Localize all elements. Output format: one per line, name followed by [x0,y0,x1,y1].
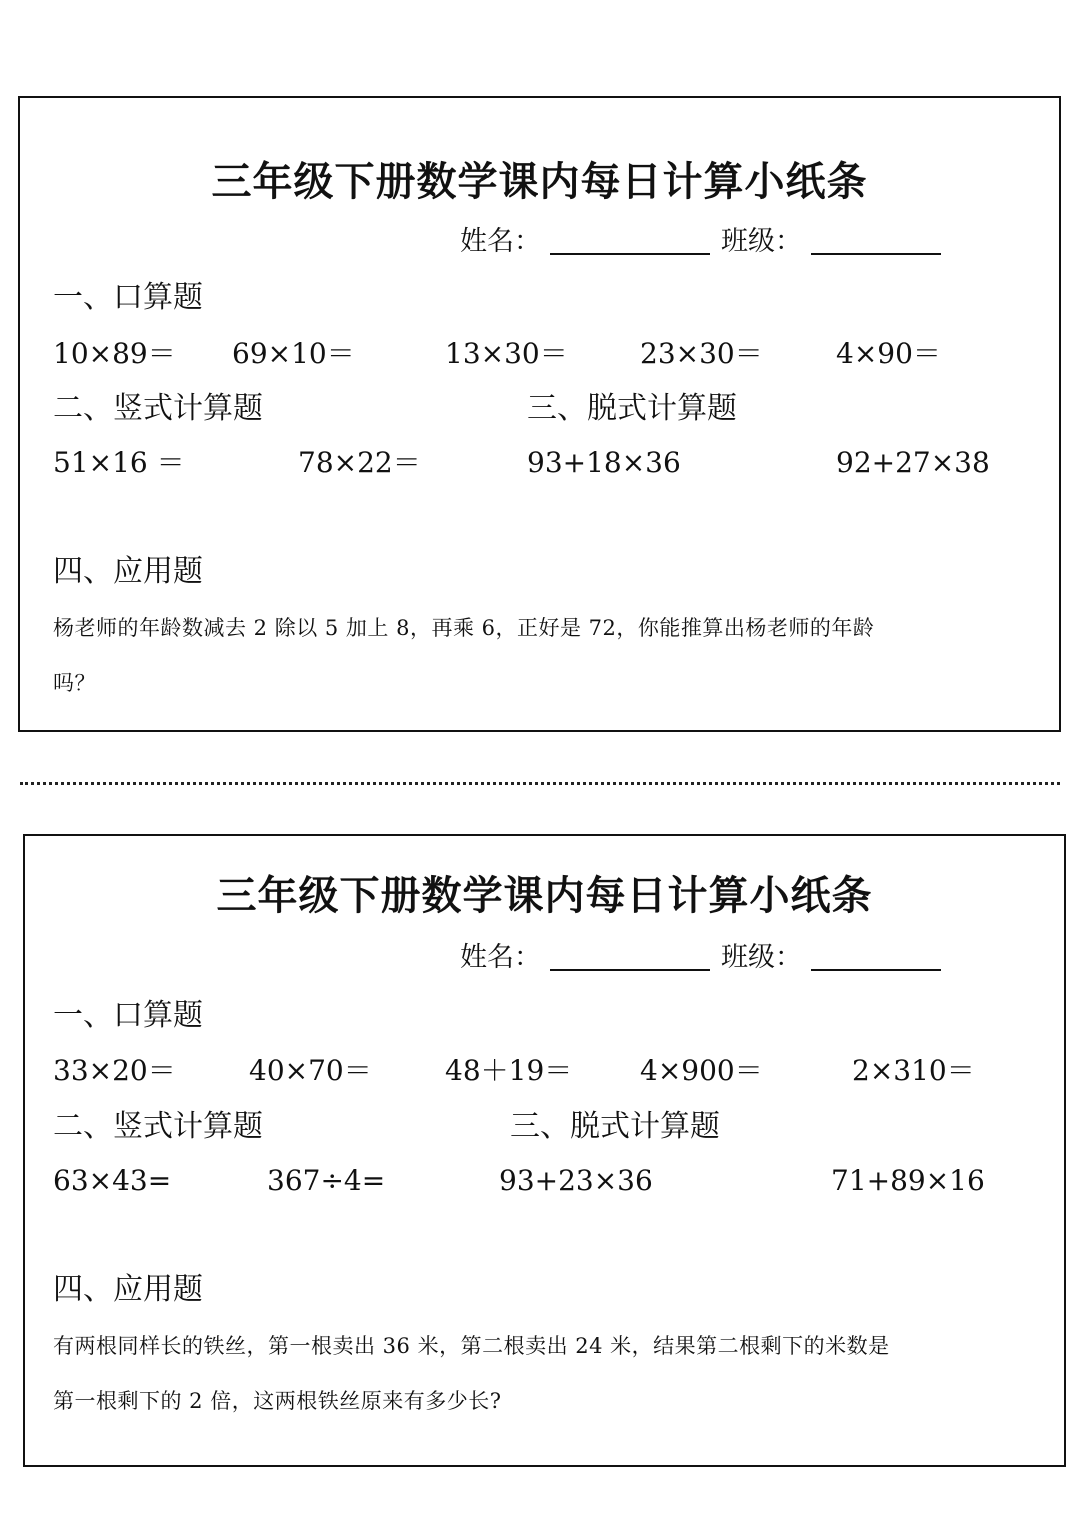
stepwise-problem-2: 71+89×16 [831,1164,985,1197]
oral-problem-2: 69×10＝ [232,337,355,370]
oral-problem-1: 33×20＝ [53,1054,176,1087]
section-heading-application: 四、应用题 [53,1272,203,1307]
oral-problem-3: 13×30＝ [445,337,568,370]
vertical-problem-2: 78×22＝ [298,446,421,479]
name-field-row [460,228,710,255]
vertical-problem-1: 63×43= [53,1164,172,1197]
class-blank[interactable] [811,239,941,255]
word-problem-line-2: 吗？ [53,671,96,695]
word-problem-line-2: 第一根剩下的 2 倍，这两根铁丝原来有多少长? [53,1389,502,1413]
section-heading-oral: 一、口算题 [53,998,203,1033]
section-heading-stepwise: 三、脱式计算题 [527,391,737,426]
word-problem-line-1: 有两根同样长的铁丝，第一根卖出 36 米，第二根卖出 24 米，结果第二根剩下的米数是 [53,1334,890,1358]
name-blank[interactable] [550,239,710,255]
vertical-problem-2: 367÷4= [267,1164,386,1197]
section-heading-application: 四、应用题 [53,554,203,589]
stepwise-problem-2: 92+27×38 [836,446,990,479]
oral-problem-5: 4×90＝ [836,337,941,370]
class-field-row [721,944,941,971]
class-field-row [721,228,941,255]
class-label: 班级： [721,226,802,257]
worksheet-title: 三年级下册数学课内每日计算小纸条 [216,873,873,919]
stepwise-problem-1: 93+23×36 [499,1164,653,1197]
worksheet-card-1 [18,96,1061,732]
oral-problem-3: 48＋19＝ [445,1054,573,1087]
name-blank[interactable] [550,955,710,971]
cut-line-divider [20,782,1060,785]
section-heading-vertical: 二、竖式计算题 [53,1109,263,1144]
section-heading-stepwise: 三、脱式计算题 [510,1109,720,1144]
oral-problem-1: 10×89＝ [53,337,176,370]
vertical-problem-1: 51×16 ＝ [53,446,185,479]
worksheet-card-2 [23,834,1066,1467]
name-label: 姓名： [460,942,541,973]
worksheet-title: 三年级下册数学课内每日计算小纸条 [211,159,868,205]
oral-problem-4: 4×900＝ [640,1054,763,1087]
section-heading-oral: 一、口算题 [53,280,203,315]
name-label: 姓名： [460,226,541,257]
oral-problem-2: 40×70＝ [249,1054,372,1087]
oral-problem-4: 23×30＝ [640,337,763,370]
class-label: 班级： [721,942,802,973]
word-problem-line-1: 杨老师的年龄数减去 2 除以 5 加上 8，再乘 6，正好是 72，你能推算出杨老师的年龄 [53,616,875,640]
class-blank[interactable] [811,955,941,971]
name-field-row [460,944,710,971]
section-heading-vertical: 二、竖式计算题 [53,391,263,426]
stepwise-problem-1: 93+18×36 [527,446,681,479]
oral-problem-5: 2×310＝ [852,1054,975,1087]
